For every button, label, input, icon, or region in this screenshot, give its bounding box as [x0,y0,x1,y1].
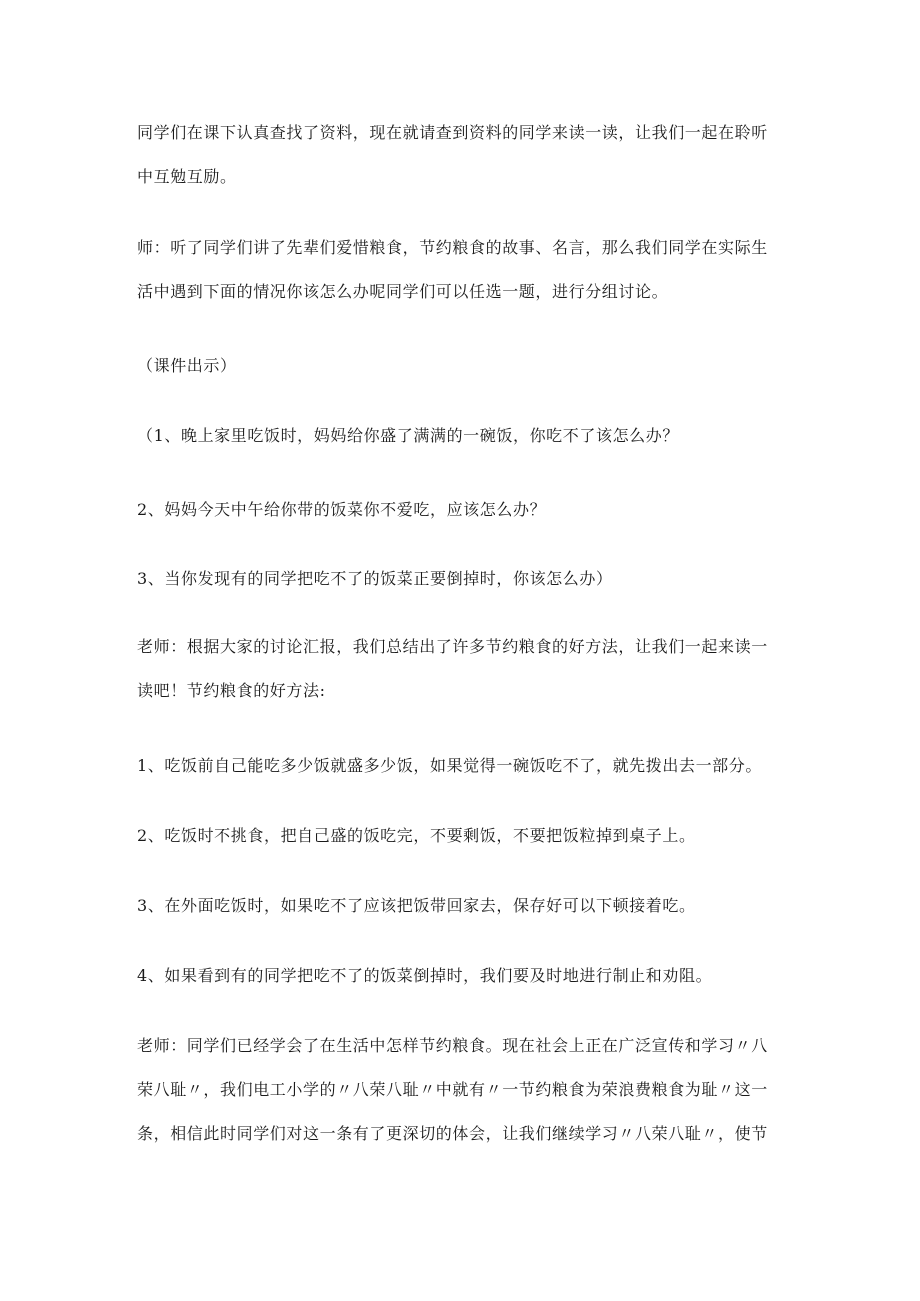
paragraph-courseware [137,344,785,388]
paragraph-teacher-conclusion [137,1024,785,1156]
method-item-1 [137,744,785,788]
method-item-4 [137,954,785,998]
text-line: 2、妈妈今天中午给你带的饭菜你不爱吃，应该怎么办？ [137,500,547,519]
text-line: （1、晚上家里吃饭时，妈妈给你盛了满满的一碗饭，你吃不了该怎么办？ [137,426,679,445]
text-line: 3、当你发现有的同学把吃不了的饭菜正要倒掉时，你该怎么办） [137,569,613,588]
text-line: 同学们在课下认真查找了资料，现在就请查到资料的同学来读一读，让我们一起在聆听 [137,123,768,142]
text-line: 荣八耻〃，我们电工小学的〃八荣八耻〃中就有〃一节约粮食为荣浪费粮食为耻〃这一 [137,1080,768,1099]
text-line: 1、吃饭前自己能吃多少饭就盛多少饭，如果觉得一碗饭吃不了，就先拨出去一部分。 [137,756,762,775]
text-line: 中互勉互励。 [137,167,237,186]
text-line: 3、在外面吃饭时，如果吃不了应该把饭带回家去，保存好可以下顿接着吃。 [137,896,696,915]
text-line: 活中遇到下面的情况你该怎么办呢同学们可以任选一题，进行分组讨论。 [137,282,669,301]
scenario-item-2 [137,488,785,532]
paragraph-intro [137,111,785,199]
text-line: 老师：同学们已经学会了在生活中怎样节约粮食。现在社会上正在广泛宣传和学习〃八 [137,1036,768,1055]
text-line: 老师：根据大家的讨论汇报，我们总结出了许多节约粮食的好方法，让我们一起来读一 [137,637,768,656]
text-line: 师：听了同学们讲了先辈们爱惜粮食，节约粮食的故事、名言，那么我们同学在实际生 [137,238,768,257]
text-line: 2、吃饭时不挑食，把自己盛的饭吃完，不要剩饭，不要把饭粒掉到桌子上。 [137,826,696,845]
text-line: 4、如果看到有的同学把吃不了的饭菜倒掉时，我们要及时地进行制止和劝阻。 [137,966,713,985]
scenario-item-3 [137,557,785,601]
paragraph-teacher-question [137,226,785,314]
scenario-item-1 [137,414,785,458]
text-line: （课件出示） [137,356,237,375]
text-line: 读吧！节约粮食的好方法: [137,681,326,700]
text-line: 条，相信此时同学们对这一条有了更深切的体会，让我们继续学习〃八荣八耻〃，使节 [137,1124,768,1143]
method-item-3 [137,884,785,928]
method-item-2 [137,814,785,858]
paragraph-teacher-summary [137,625,785,713]
